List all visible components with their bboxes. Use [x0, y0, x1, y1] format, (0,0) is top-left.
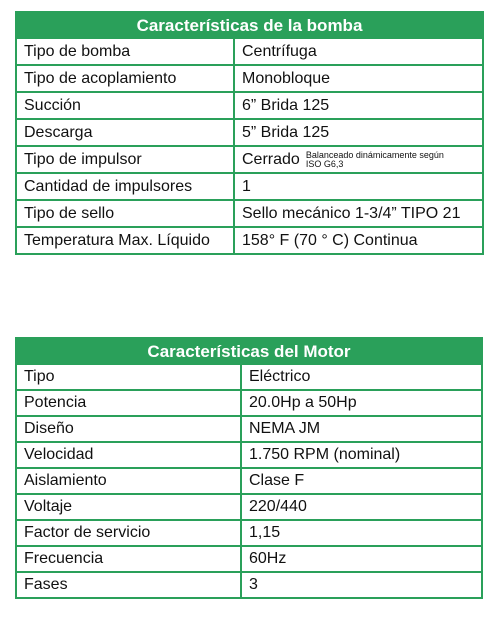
row-label: Velocidad — [16, 442, 241, 468]
table-row — [16, 442, 482, 468]
table-row — [16, 468, 482, 494]
pump-specs-table — [15, 11, 484, 255]
row-value: 5” Brida 125 — [234, 119, 483, 146]
table-row — [16, 92, 483, 119]
row-value: Centrífuga — [234, 38, 483, 65]
row-label: Succión — [16, 92, 234, 119]
table-row — [16, 227, 483, 254]
row-value: 220/440 — [241, 494, 482, 520]
table-row — [16, 546, 482, 572]
motor-specs-table — [15, 337, 483, 599]
row-label: Cantidad de impulsores — [16, 173, 234, 200]
row-label: Tipo — [16, 364, 241, 390]
table-row — [16, 65, 483, 92]
pump-table-title: Características de la bomba — [16, 12, 483, 38]
row-value: NEMA JM — [241, 416, 482, 442]
row-value-with-note — [234, 146, 483, 173]
table-row — [16, 173, 483, 200]
row-value: 1.750 RPM (nominal) — [241, 442, 482, 468]
motor-table-title: Características del Motor — [16, 338, 482, 364]
row-label: Voltaje — [16, 494, 241, 520]
row-value: 1,15 — [241, 520, 482, 546]
row-label: Tipo de acoplamiento — [16, 65, 234, 92]
row-value: 3 — [241, 572, 482, 598]
impeller-note: Balanceado dinámicamente según ISO G6,3 — [305, 149, 444, 169]
row-label: Factor de servicio — [16, 520, 241, 546]
table-row — [16, 416, 482, 442]
table-row — [16, 572, 482, 598]
row-value: 158° F (70 ° C) Continua — [234, 227, 483, 254]
row-value: Sello mecánico 1-3/4” TIPO 21 — [234, 200, 483, 227]
row-label: Tipo de impulsor — [16, 146, 234, 173]
row-label: Descarga — [16, 119, 234, 146]
row-value: Clase F — [241, 468, 482, 494]
table-row — [16, 494, 482, 520]
table-row — [16, 200, 483, 227]
row-label: Temperatura Max. Líquido — [16, 227, 234, 254]
row-value: Cerrado — [242, 150, 300, 168]
table-row — [16, 364, 482, 390]
table-row — [16, 390, 482, 416]
row-value: Monobloque — [234, 65, 483, 92]
row-label: Tipo de sello — [16, 200, 234, 227]
table-row — [16, 38, 483, 65]
row-value: 20.0Hp a 50Hp — [241, 390, 482, 416]
row-label: Diseño — [16, 416, 241, 442]
row-label: Fases — [16, 572, 241, 598]
table-row — [16, 119, 483, 146]
row-value: 1 — [234, 173, 483, 200]
row-label: Tipo de bomba — [16, 38, 234, 65]
table-row — [16, 520, 482, 546]
row-label: Aislamiento — [16, 468, 241, 494]
row-label: Frecuencia — [16, 546, 241, 572]
row-value: 6” Brida 125 — [234, 92, 483, 119]
row-label: Potencia — [16, 390, 241, 416]
row-value: Eléctrico — [241, 364, 482, 390]
row-value: 60Hz — [241, 546, 482, 572]
table-row — [16, 146, 483, 173]
